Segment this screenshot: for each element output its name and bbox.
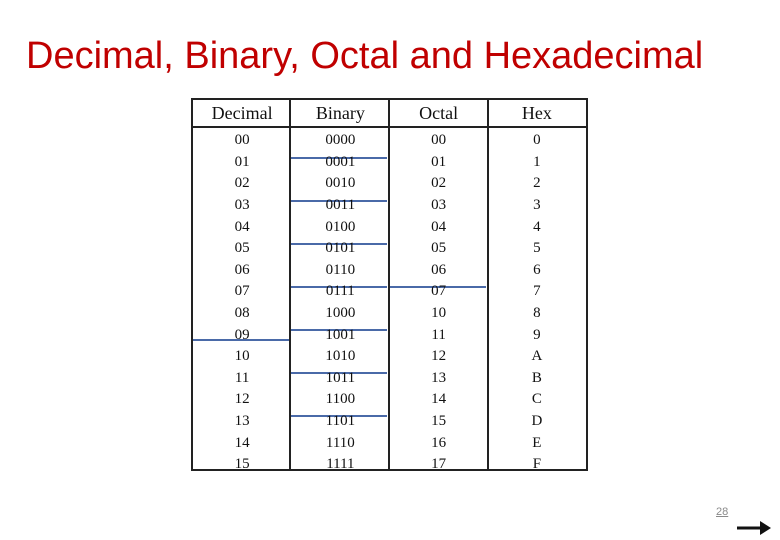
table-border-right <box>586 98 588 471</box>
cell-binary: 1101 <box>325 413 356 430</box>
cell-decimal: 05 <box>234 240 250 257</box>
cell-decimal: 14 <box>234 434 250 451</box>
cell-octal: 13 <box>431 369 447 386</box>
cell-hex: 4 <box>533 218 541 235</box>
cell-binary: 0011 <box>325 197 356 214</box>
cell-decimal: 06 <box>234 261 250 278</box>
cell-hex: 1 <box>533 153 541 170</box>
cell-octal: 12 <box>431 348 447 365</box>
cell-hex: C <box>531 391 542 408</box>
cell-binary: 0010 <box>325 175 356 192</box>
cell-octal: 00 <box>431 132 447 149</box>
cell-hex: 6 <box>533 261 541 278</box>
cell-hex: 5 <box>533 240 541 257</box>
cell-decimal: 00 <box>234 132 250 149</box>
cell-binary: 1111 <box>326 456 355 473</box>
cell-decimal: 10 <box>234 348 250 365</box>
table-row <box>193 454 586 476</box>
cell-hex: D <box>531 413 543 430</box>
cell-octal: 11 <box>431 326 446 343</box>
cell-hex: F <box>532 456 542 473</box>
cell-decimal: 01 <box>234 153 250 170</box>
table-body <box>193 128 586 476</box>
cell-binary: 0110 <box>325 261 356 278</box>
cell-hex: 0 <box>533 132 541 149</box>
header-hex: Hex <box>521 102 552 123</box>
cell-octal: 03 <box>431 197 447 214</box>
cell-decimal: 07 <box>234 283 250 300</box>
cell-octal: 10 <box>431 305 447 322</box>
cell-binary: 0000 <box>325 132 356 149</box>
cell-octal: 01 <box>431 153 447 170</box>
cell-hex: E <box>532 434 542 451</box>
table-row <box>193 432 586 454</box>
cell-binary: 0101 <box>325 240 356 257</box>
cell-decimal: 02 <box>234 175 250 192</box>
header-row <box>193 98 586 128</box>
cell-hex: 2 <box>533 175 541 192</box>
cell-binary: 1011 <box>325 369 356 386</box>
cell-hex: 7 <box>533 283 541 300</box>
cell-hex: 9 <box>533 326 541 343</box>
table-row <box>193 128 586 152</box>
cell-octal: 15 <box>431 413 447 430</box>
cell-hex: B <box>531 369 542 386</box>
cell-decimal: 04 <box>234 218 250 235</box>
cell-binary: 1100 <box>325 391 356 408</box>
table-row <box>193 152 586 174</box>
header-decimal: Decimal <box>211 102 273 123</box>
cell-decimal: 09 <box>234 326 250 343</box>
cell-binary: 0100 <box>325 218 356 235</box>
cell-binary: 1010 <box>325 348 356 365</box>
cell-octal: 02 <box>431 175 447 192</box>
cell-binary: 1001 <box>325 326 356 343</box>
cell-binary: 1110 <box>325 434 355 451</box>
table-row <box>193 173 586 195</box>
table-row <box>193 238 586 260</box>
cell-octal: 16 <box>431 434 447 451</box>
cell-decimal: 11 <box>234 369 250 386</box>
slide-title: Decimal, Binary, Octal and Hexadecimal <box>26 35 704 77</box>
cell-hex: 3 <box>533 197 541 214</box>
cell-decimal: 08 <box>234 305 250 322</box>
table-row <box>193 324 586 346</box>
cell-decimal: 13 <box>234 413 250 430</box>
cell-octal: 07 <box>431 283 447 300</box>
table-row <box>193 368 586 390</box>
table-row <box>193 411 586 433</box>
table-row <box>193 260 586 282</box>
cell-octal: 06 <box>431 261 447 278</box>
table-row <box>193 389 586 411</box>
right-arrow-icon[interactable] <box>736 519 772 537</box>
cell-decimal: 15 <box>234 456 250 473</box>
cell-octal: 04 <box>431 218 447 235</box>
cell-octal: 14 <box>431 391 447 408</box>
table-row <box>193 281 586 303</box>
cell-decimal: 12 <box>234 391 250 408</box>
cell-hex: 8 <box>533 305 541 322</box>
number-table <box>193 98 586 476</box>
cell-hex: A <box>531 348 543 365</box>
slide-number[interactable]: 28 <box>716 506 729 518</box>
cell-binary: 0001 <box>325 153 356 170</box>
table-row <box>193 195 586 217</box>
conversion-table <box>191 98 588 471</box>
table-row <box>193 346 586 368</box>
table-row <box>193 216 586 238</box>
header-binary: Binary <box>315 102 365 123</box>
cell-octal: 05 <box>431 240 447 257</box>
cell-octal: 17 <box>431 456 447 473</box>
cell-binary: 1000 <box>325 305 356 322</box>
cell-decimal: 03 <box>234 197 250 214</box>
cell-binary: 0111 <box>325 283 355 300</box>
header-octal: Octal <box>419 102 459 123</box>
table-row <box>193 303 586 325</box>
